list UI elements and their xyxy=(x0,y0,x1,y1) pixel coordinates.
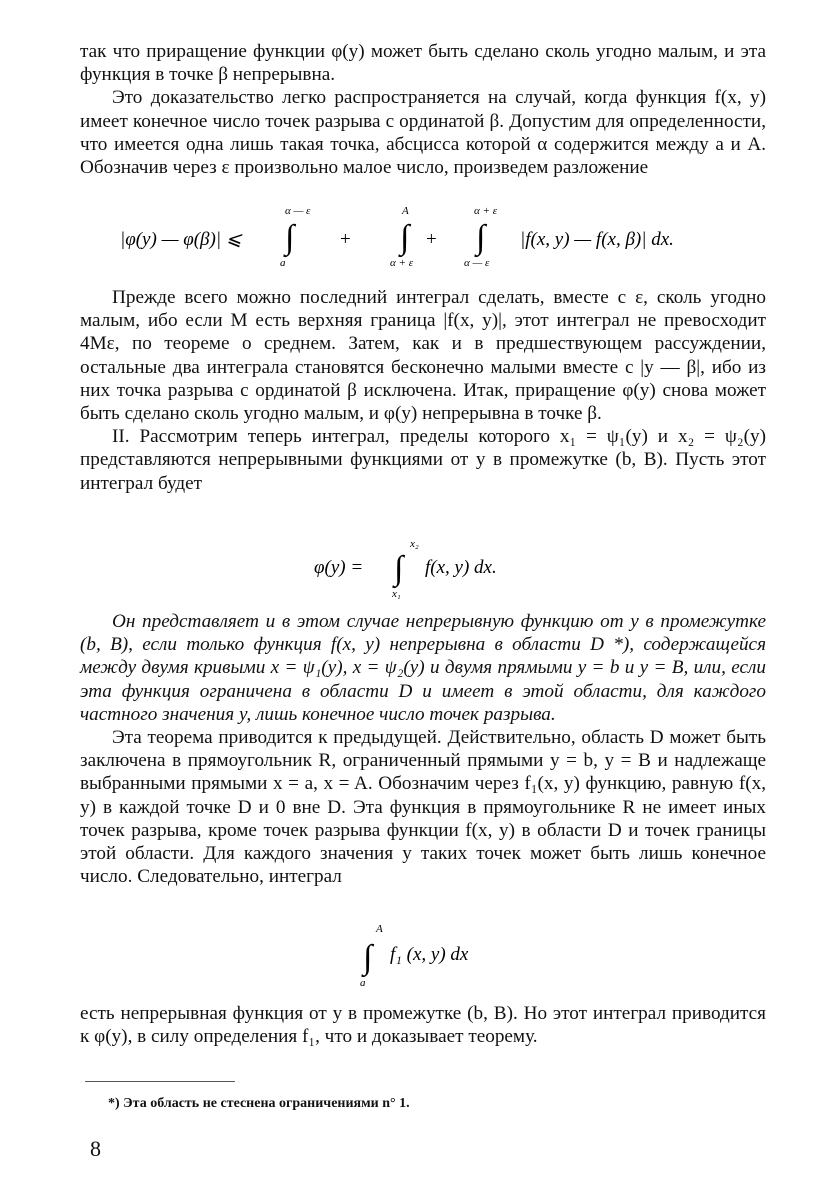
integral-2-lower: α + ε xyxy=(390,257,414,269)
plus-sign-1: + xyxy=(340,229,351,250)
footnote: *) Эта область не стеснена ограничениями n° 1. xyxy=(108,1096,410,1111)
formula-1-lhs: |φ(y) — φ(β)| ⩽ xyxy=(120,229,242,250)
formula-1-integrand: |f(x, y) — f(x, β)| dx. xyxy=(520,229,674,250)
paragraph-4: II. Рассмотрим теперь интеграл, пределы которого x₁ = ψ₁(y) и x₂ = ψ₂(y) представляются непрерывными функциями от y в промежутке (b, B). Пусть этот интеграл будет xyxy=(80,426,766,494)
formula-2-integrand: f(x, y) dx. xyxy=(425,557,497,578)
footnote-divider xyxy=(85,1081,235,1082)
formula-2-lhs: φ(y) = xyxy=(314,557,364,578)
formula-3 xyxy=(80,920,766,990)
page-number: 8 xyxy=(90,1136,101,1161)
plus-sign-2: + xyxy=(426,229,437,250)
integral-sign-4: ∫ xyxy=(394,550,404,587)
integral-3-upper: α + ε xyxy=(474,205,498,217)
paragraph-7: есть непрерывная функция от y в промежутке (b, B). Но этот интеграл приводится к φ(y), в силу определения f₁, что и доказывает теорему. xyxy=(80,1003,766,1048)
text-block-bottom xyxy=(80,1002,766,1048)
integral-1-lower: a xyxy=(280,257,286,269)
integral-4-lower: x₁ xyxy=(392,588,401,600)
integral-3-lower: α — ε xyxy=(464,257,490,269)
text-block-top xyxy=(80,40,766,179)
integral-2-upper: A xyxy=(402,205,409,217)
integral-5-lower: a xyxy=(360,977,366,989)
integral-sign-1: ∫ xyxy=(285,219,295,256)
text-block-middle xyxy=(80,286,766,495)
paragraph-3: Прежде всего можно последний интеграл сделать, вместе с ε, сколь угодно малым, ибо если M есть верхняя граница |f(x, y)|, этот интеграл не превосходит 4Mε, по теореме о среднем. Затем, как и в предшествующем рассуждении, остальные два интеграла становятся бесконечно малыми вместе с |y — β|, ибо из них точка разрыва с ординатой β исключена. Итак, приращение φ(y) снова может быть сделано сколь угодно малым, и φ(y) непрерывна в точке β. xyxy=(80,287,766,425)
integral-sign-3: ∫ xyxy=(476,219,486,256)
integral-1-upper: α — ε xyxy=(285,205,311,217)
paragraph-5-theorem: Он представляет и в этом случае непрерывную функцию от y в промежутке (b, B), если только функция f(x, y) непрерывна в области D *), содержащейся между двумя кривыми x = ψ₁(y), x = ψ₂(y) и двумя прямыми y = b и y = B, или, если эта функция ограничена в области D и имеет в этой области, для каждого частного значения y, лишь конечное число точек разрыва. xyxy=(80,611,766,725)
paragraph-2: Это доказательство легко распространяется на случай, когда функция f(x, y) имеет конечное число точек разрыва с ординатой β. Допустим для определенности, что имеется одна лишь такая точка, абсцисса которой α содержится между a и A. Обозначив через ε произвольно малое число, произведем разложение xyxy=(80,87,766,179)
integral-sign-2: ∫ xyxy=(400,219,410,256)
integral-sign-5: ∫ xyxy=(363,939,373,976)
paragraph-1: так что приращение функции φ(y) может быть сделано сколь угодно малым, и эта функция в точке β непрерывна. xyxy=(80,41,766,86)
integral-4-upper: x₂ xyxy=(410,538,419,550)
paragraph-6: Эта теорема приводится к предыдущей. Действительно, область D может быть заключена в прямоугольник R, ограниченный прямыми y = b, y = B и надлежаще выбранными прямыми x = a, x = A. Обозначим через f₁(x, y) функцию, равную f(x, y) в каждой точке D и 0 вне D. Эта функция в прямоугольнике R не имеет иных точек разрыва, кроме точек разрыва функции f(x, y) в области D и точек границы этой области. Для каждого значения y таких точек может быть лишь конечное число. Следовательно, интеграл xyxy=(80,727,766,888)
formula-3-integrand: f₁ (x, y) dx xyxy=(390,944,469,965)
formula-2 xyxy=(80,535,766,605)
formula-1 xyxy=(80,200,766,270)
integral-5-upper: A xyxy=(376,923,383,935)
text-block-theorem xyxy=(80,610,766,888)
